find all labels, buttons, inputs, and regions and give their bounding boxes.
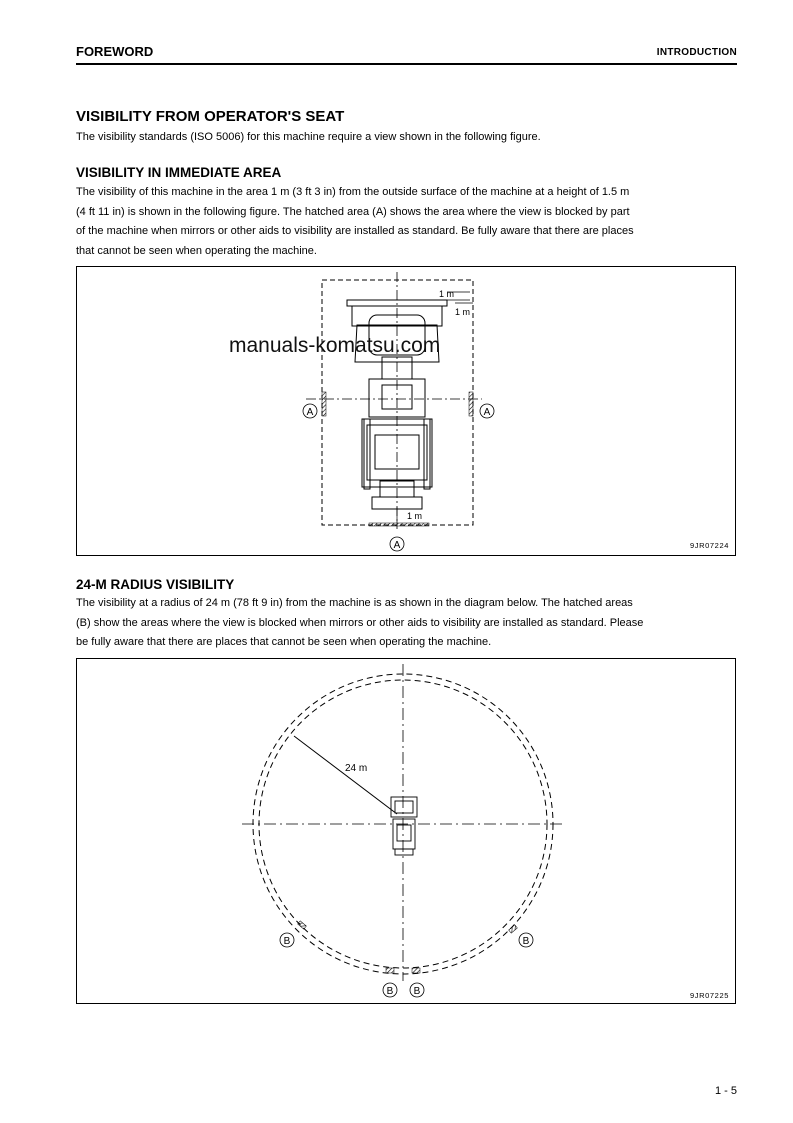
marker-b-bottom-right-label: B — [413, 986, 421, 997]
immediate-area-diagram — [77, 267, 735, 555]
paragraph-line: of the machine when mirrors or other aids to visibility are installed as standard. Be fully aware that there are places — [76, 225, 634, 237]
section-title-24m-radius: 24-M RADIUS VISIBILITY — [76, 577, 235, 592]
paragraph-line: (B) show the areas where the view is blocked when mirrors or other aids to visibility are installed as standard. Please — [76, 616, 644, 629]
label-side-1m: 1 m — [455, 307, 471, 317]
paragraph-line: The visibility at a radius of 24 m (78 ft 9 in) from the machine is as shown in the diagram below. The hatched areas — [76, 597, 633, 609]
blind-area-lower-left — [298, 921, 307, 929]
header-chapter-title: INTRODUCTION — [656, 47, 737, 58]
section-title-visibility-operator-seat: VISIBILITY FROM OPERATOR'S SEAT — [76, 108, 345, 125]
figure-24m-radius — [76, 658, 736, 1004]
label-top-1m: 1 m — [439, 289, 455, 299]
blind-area-left — [322, 392, 326, 416]
label-bottom-1m: 1 m — [407, 511, 423, 521]
paragraph-line: (4 ft 11 in) is shown in the following figure. The hatched area (A) shows the area where the view is blocked by part — [76, 205, 630, 218]
page-number: 1 - 5 — [714, 1085, 737, 1097]
paragraph-line: The visibility of this machine in the area 1 m (3 ft 3 in) from the outside surface of the machine at a height of 1.5 m — [76, 186, 630, 198]
header-section-title: FOREWORD — [76, 44, 154, 59]
section-intro-text: The visibility standards (ISO 5006) for this machine require a view shown in the following figure. — [76, 131, 541, 143]
radius-label: 24 m — [345, 763, 368, 774]
radius-visibility-paragraph — [76, 594, 738, 653]
marker-a-left-label: A — [306, 407, 314, 418]
watermark: manuals-komatsu.com — [229, 334, 441, 357]
visibility-boundary — [322, 280, 473, 525]
blind-area-right — [469, 392, 473, 416]
paragraph-line: that cannot be seen when operating the machine. — [76, 244, 317, 257]
blind-area-bottom-right — [412, 968, 420, 973]
marker-b-lower-left-label: B — [283, 936, 291, 947]
paragraph-line: be fully aware that there are places that cannot be seen when operating the machine. — [76, 636, 492, 648]
marker-b-lower-right-label: B — [522, 936, 530, 947]
blind-area-rear — [369, 523, 429, 526]
figure-code: 9JR07224 — [690, 541, 729, 550]
blind-area-bottom-left — [386, 968, 394, 973]
marker-a-bottom-label: A — [393, 540, 401, 551]
marker-a-right-label: A — [483, 407, 491, 418]
figure-code: 9JR07225 — [690, 991, 729, 1000]
immediate-area-paragraph — [76, 183, 738, 261]
radius-line — [294, 736, 397, 814]
section-title-immediate-area: VISIBILITY IN IMMEDIATE AREA — [76, 165, 282, 180]
radius-diagram — [77, 659, 735, 1003]
marker-b-bottom-left-label: B — [386, 986, 394, 997]
figure-immediate-area — [76, 266, 736, 556]
blind-area-lower-right — [509, 925, 518, 933]
header-rule — [76, 63, 737, 65]
machine-small — [391, 797, 417, 855]
